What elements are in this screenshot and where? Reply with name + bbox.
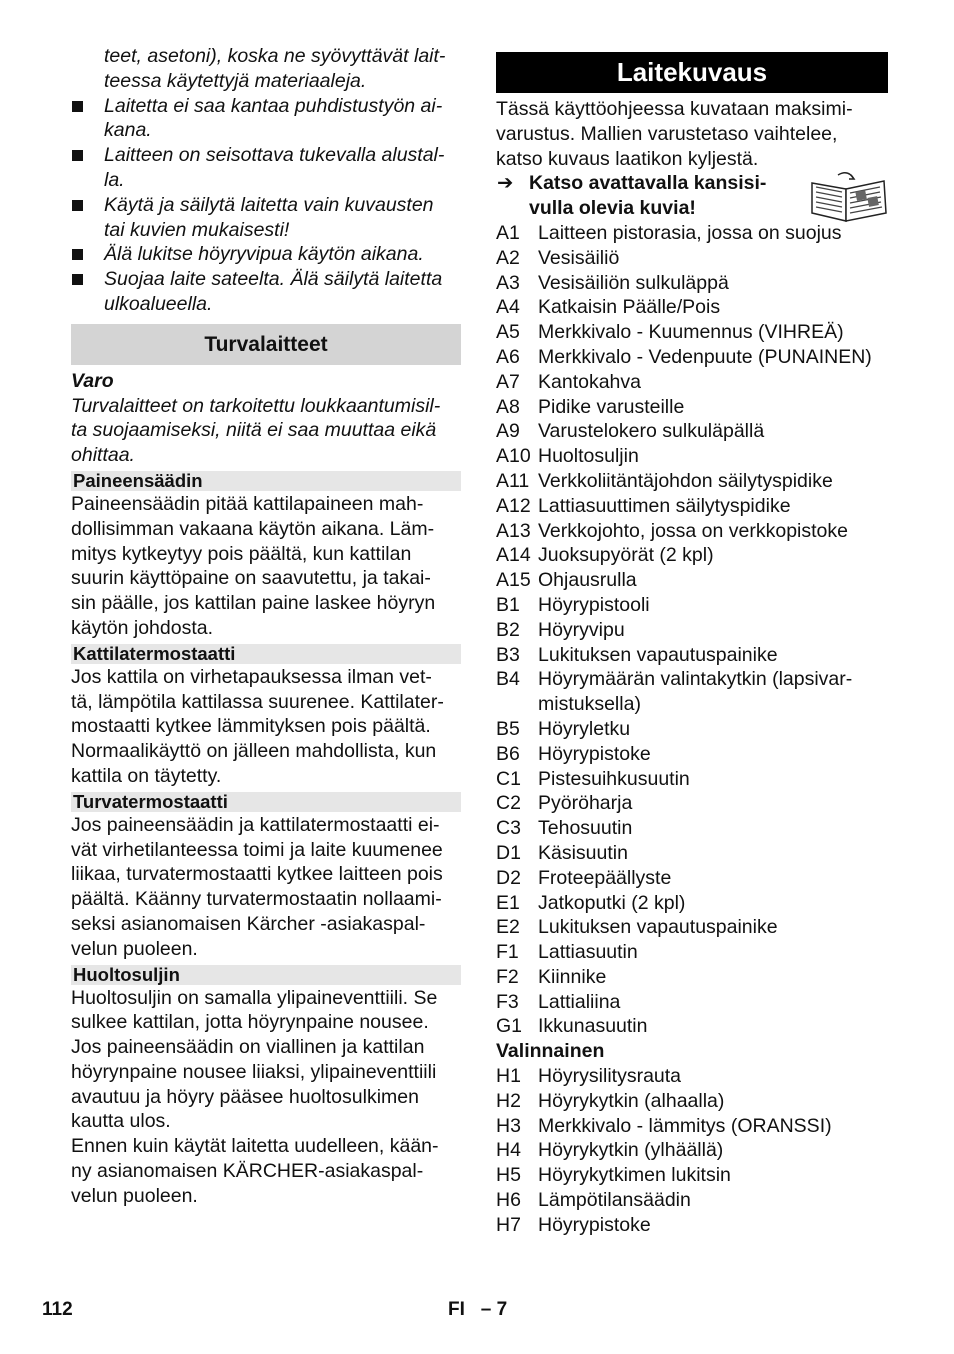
- text-line: kautta ulos.: [71, 1110, 171, 1133]
- list-item: [496, 965, 888, 990]
- text-line: tai kuvien mukaisesti!: [104, 218, 290, 241]
- page-language-indicator: FI – 7: [448, 1299, 508, 1320]
- text-line: Höyrymäärän valintakytkin (lapsivar-: [538, 668, 853, 691]
- item-label: Höyrykytkin (ylhäällä): [538, 1139, 724, 1162]
- item-label: Höyrykytkin (alhaalla): [538, 1089, 725, 1112]
- text-line: avautuu ja höyry pääsee huoltosulkimen: [71, 1085, 419, 1108]
- section-pressure-regulator: [71, 471, 461, 641]
- item-label: Vesisäiliön sulkuläppä: [538, 271, 729, 294]
- item-code: B1: [496, 593, 520, 616]
- intro-text: [496, 97, 888, 171]
- item-code: H7: [496, 1213, 521, 1236]
- subheading: Kattilatermostaatti: [71, 644, 461, 664]
- list-item: [71, 94, 461, 144]
- item-code: B2: [496, 618, 520, 641]
- text-line: Huoltosuljin on samalla ylipaineventtiili. Se: [71, 986, 438, 1009]
- list-item: [496, 717, 888, 742]
- item-code: A12: [496, 494, 531, 517]
- section-service-lock: [71, 965, 461, 1209]
- item-label: Höyryvipu: [538, 618, 625, 641]
- text-line: velun puoleen.: [71, 1184, 198, 1207]
- caution-label: Varo: [71, 369, 114, 392]
- list-item: [496, 494, 888, 519]
- text-line: Laitetta ei saa kantaa puhdistustyön ai-: [104, 94, 443, 117]
- item-code: F1: [496, 941, 519, 964]
- caution-text: [71, 394, 461, 468]
- bullet-square-icon: [72, 274, 83, 285]
- text-line: höyrynpaine nousee liiaksi, ylipaineventtiili: [71, 1060, 437, 1083]
- text-line: kattila on täytetty.: [71, 764, 222, 787]
- text-line: Katso avattavalla kansisi-: [529, 172, 767, 195]
- item-label: Jatkoputki (2 kpl): [538, 891, 686, 914]
- list-item: [71, 242, 461, 267]
- item-code: C1: [496, 767, 521, 790]
- text-line: Paineensäädin pitää kattilapaineen mah-: [71, 492, 424, 515]
- bullet-square-icon: [72, 200, 83, 211]
- item-label: Höyrypistooli: [538, 593, 650, 616]
- item-label: Katkaisin Päälle/Pois: [538, 296, 721, 319]
- item-code: A10: [496, 445, 531, 468]
- text-line: Älä lukitse höyryvipua käytön aikana.: [104, 243, 424, 266]
- list-item: [496, 271, 888, 296]
- page-title: Laitekuvaus: [496, 52, 888, 93]
- item-code: A8: [496, 395, 520, 418]
- text-line: mistuksella): [538, 693, 641, 716]
- item-code: G1: [496, 1015, 523, 1038]
- list-item: [496, 618, 888, 643]
- list-item: [496, 791, 888, 816]
- item-code: A11: [496, 469, 530, 492]
- list-item: [71, 193, 461, 243]
- item-code: B3: [496, 643, 520, 666]
- list-item: [496, 1014, 888, 1039]
- list-item: [496, 866, 888, 891]
- item-label: Merkkivalo - Kuumennus (VIHREÄ): [538, 321, 844, 344]
- item-code: A4: [496, 296, 520, 319]
- bullet-square-icon: [72, 101, 83, 112]
- item-code: C2: [496, 792, 521, 815]
- list-item: [496, 915, 888, 940]
- text-line: päältä. Käänny turvatermostaatin nollaami-: [71, 888, 442, 911]
- text-line: liikaa, turvatermostaatti kytkee laitteen pois: [71, 863, 443, 886]
- text-line: Ennen kuin käytät laitetta uudelleen, kään-: [71, 1135, 439, 1158]
- item-label: Höyrypistoke: [538, 742, 651, 765]
- text-line: Suojaa laite sateelta. Älä säilytä laitetta: [104, 268, 443, 291]
- item-code: A2: [496, 246, 520, 269]
- left-column: [71, 44, 461, 1209]
- item-code: D2: [496, 866, 521, 889]
- list-item: [496, 593, 888, 618]
- right-column: [496, 44, 888, 1238]
- optional-heading: Valinnainen: [496, 1040, 605, 1063]
- text-line: sin päälle, jos kattilan paine laskee höyryn: [71, 592, 436, 615]
- item-code: A3: [496, 271, 520, 294]
- list-item: [71, 267, 461, 317]
- item-code: B4: [496, 668, 520, 691]
- bullet-square-icon: [72, 249, 83, 260]
- item-label: Merkkivalo - lämmitys (ORANSSI): [538, 1114, 832, 1137]
- item-code: H4: [496, 1139, 521, 1162]
- figure-note: [496, 171, 888, 221]
- optional-list: [496, 1064, 888, 1238]
- list-item: [496, 419, 888, 444]
- text-line: Jos paineensäädin on viallinen ja kattilan: [71, 1036, 425, 1059]
- item-code: F2: [496, 965, 519, 988]
- item-label: Lattiasuuttimen säilytyspidike: [538, 494, 791, 517]
- text-line: tä, lämpötila kattilassa suurenee. Kattilater-: [71, 690, 444, 713]
- page-number: 112: [42, 1299, 73, 1320]
- item-code: F3: [496, 990, 519, 1013]
- text-line: Käytä ja säilytä laitetta vain kuvausten: [104, 193, 434, 216]
- text-line: la.: [104, 168, 125, 191]
- item-code: A6: [496, 345, 520, 368]
- list-item: [496, 940, 888, 965]
- item-label: Pyöröharja: [538, 792, 633, 815]
- item-code: H3: [496, 1114, 521, 1137]
- text-line: Jos kattila on virhetapauksessa ilman vet-: [71, 665, 432, 688]
- item-code: A1: [496, 221, 520, 244]
- item-label: Kantokahva: [538, 370, 641, 393]
- text-line: suurin käyttöpaine on saavutettu, ja takai-: [71, 567, 431, 590]
- text-line: Turvalaitteet on tarkoitettu loukkaantumisil-: [71, 394, 441, 417]
- item-label: Lämpötilansäädin: [538, 1189, 691, 1212]
- list-item: [496, 1064, 888, 1089]
- text-line: ohittaa.: [71, 444, 135, 467]
- text-line: Tässä käyttöohjeessa kuvataan maksimi-: [496, 98, 853, 120]
- list-item: [496, 742, 888, 767]
- bullet-list: [71, 94, 461, 317]
- text-line: Normaalikäyttö on jälleen mahdollista, kun: [71, 740, 437, 763]
- item-label: Höyryletku: [538, 717, 631, 740]
- text-line: katso kuvaus laatikon kyljestä.: [496, 147, 759, 170]
- list-item: [496, 990, 888, 1015]
- item-label: Laitteen pistorasia, jossa on suojus: [538, 221, 842, 244]
- text-line: seksi asianomaisen Kärcher -asiakaspal-: [71, 912, 426, 935]
- list-item: [496, 767, 888, 792]
- list-item: [496, 519, 888, 544]
- item-label: Ikkunasuutin: [538, 1015, 648, 1038]
- list-item: [496, 841, 888, 866]
- item-label: [538, 667, 888, 717]
- subheading: Paineensäädin: [71, 471, 461, 491]
- list-item: [71, 143, 461, 193]
- text-line: teet, asetoni), koska ne syövyttävät lait-: [104, 45, 446, 67]
- text-line: mitys kytkeytyy pois päältä, kun kattilan: [71, 542, 412, 565]
- text-line: varustus. Mallien varustetaso vaihtelee,: [496, 122, 838, 145]
- item-label: Höyrykytkimen lukitsin: [538, 1164, 731, 1187]
- list-item: [496, 667, 888, 717]
- item-label: Höyrysilitysrauta: [538, 1065, 682, 1088]
- list-item: [496, 370, 888, 395]
- item-code: H2: [496, 1089, 521, 1112]
- item-label: Juoksupyörät (2 kpl): [538, 544, 714, 567]
- list-item: [496, 1089, 888, 1114]
- item-label: Verkkoliitäntäjohdon säilytyspidike: [538, 469, 833, 492]
- item-label: Käsisuutin: [538, 841, 628, 864]
- subheading: Turvatermostaatti: [71, 792, 461, 812]
- item-label: Vesisäiliö: [538, 246, 620, 269]
- item-label: Ohjausrulla: [538, 569, 637, 592]
- item-code: A9: [496, 420, 520, 443]
- list-item: [496, 221, 888, 246]
- item-code: A7: [496, 370, 520, 393]
- list-item: [496, 444, 888, 469]
- item-code: B6: [496, 742, 520, 765]
- list-item: [496, 816, 888, 841]
- item-label: Huoltosuljin: [538, 445, 639, 468]
- item-code: H6: [496, 1189, 521, 1212]
- list-item: [496, 1188, 888, 1213]
- item-label: Kiinnike: [538, 965, 607, 988]
- item-label: Höyrypistoke: [538, 1213, 651, 1236]
- item-label: Tehosuutin: [538, 817, 633, 840]
- item-code: C3: [496, 817, 521, 840]
- section-heading-safety: Turvalaitteet: [71, 324, 461, 365]
- item-code: E1: [496, 891, 520, 914]
- section-boiler-thermostat: [71, 644, 461, 789]
- item-label: Verkkojohto, jossa on verkkopistoke: [538, 519, 849, 542]
- text-line: Jos paineensäädin ja kattilatermostaatti ei-: [71, 813, 440, 836]
- text-line: mostaatti kytkee lämmityksen pois päältä.: [71, 715, 431, 738]
- list-item: [496, 345, 888, 370]
- open-book-icon: [808, 169, 890, 223]
- list-item: [496, 469, 888, 494]
- list-item: [496, 395, 888, 420]
- item-code: A13: [496, 519, 531, 542]
- item-label: Lukituksen vapautuspainike: [538, 916, 778, 939]
- item-code: A14: [496, 544, 531, 567]
- item-label: Froteepäällyste: [538, 866, 672, 889]
- section-safety-thermostat: [71, 792, 461, 962]
- item-label: Varustelokero sulkuläpällä: [538, 420, 765, 443]
- arrow-right-icon: ➔: [497, 172, 514, 195]
- text-line: ny asianomaisen KÄRCHER-asiakaspal-: [71, 1160, 424, 1183]
- item-label: Lattiasuutin: [538, 941, 638, 964]
- list-item: [496, 320, 888, 345]
- item-label: Pidike varusteille: [538, 395, 685, 418]
- list-item: [496, 568, 888, 593]
- list-item: [496, 643, 888, 668]
- component-list: [496, 221, 888, 1039]
- item-code: H5: [496, 1164, 521, 1187]
- item-label: Merkkivalo - Vedenpuute (PUNAINEN): [538, 345, 872, 368]
- bullet-square-icon: [72, 150, 83, 161]
- item-label: Lattialiina: [538, 990, 621, 1013]
- item-label: Lukituksen vapautuspainike: [538, 643, 778, 666]
- text-line: ta suojaamiseksi, niitä ei saa muuttaa eikä: [71, 419, 437, 442]
- list-item: [496, 543, 888, 568]
- list-item: [496, 891, 888, 916]
- item-label: Pistesuihkusuutin: [538, 767, 690, 790]
- text-line: kana.: [104, 119, 152, 142]
- list-item: [496, 1114, 888, 1139]
- text-line: sulkee kattilan, jotta höyrynpaine nousee.: [71, 1011, 429, 1034]
- intro-continuation: [71, 44, 461, 94]
- text-line: vät virhetilanteessa toimi ja laite kuumenee: [71, 838, 443, 861]
- item-code: E2: [496, 916, 520, 939]
- text-line: vulla olevia kuvia!: [529, 197, 696, 220]
- list-item: [496, 246, 888, 271]
- list-item: [496, 295, 888, 320]
- list-item: [496, 1213, 888, 1238]
- item-code: D1: [496, 841, 521, 864]
- item-code: H1: [496, 1065, 521, 1088]
- text-line: teessa käytettyjä materiaaleja.: [104, 69, 367, 92]
- text-line: ulkoalueella.: [104, 292, 213, 315]
- item-code: A5: [496, 321, 520, 344]
- item-code: B5: [496, 717, 520, 740]
- text-line: käytön johdosta.: [71, 616, 214, 639]
- text-line: Laitteen on seisottava tukevalla alustal-: [104, 144, 445, 167]
- list-item: [496, 1138, 888, 1163]
- subheading: Huoltosuljin: [71, 965, 461, 985]
- text-line: dollisimman vakaana käytön aikana. Läm-: [71, 517, 435, 540]
- text-line: velun puoleen.: [71, 937, 198, 960]
- list-item: [496, 1163, 888, 1188]
- item-code: A15: [496, 569, 531, 592]
